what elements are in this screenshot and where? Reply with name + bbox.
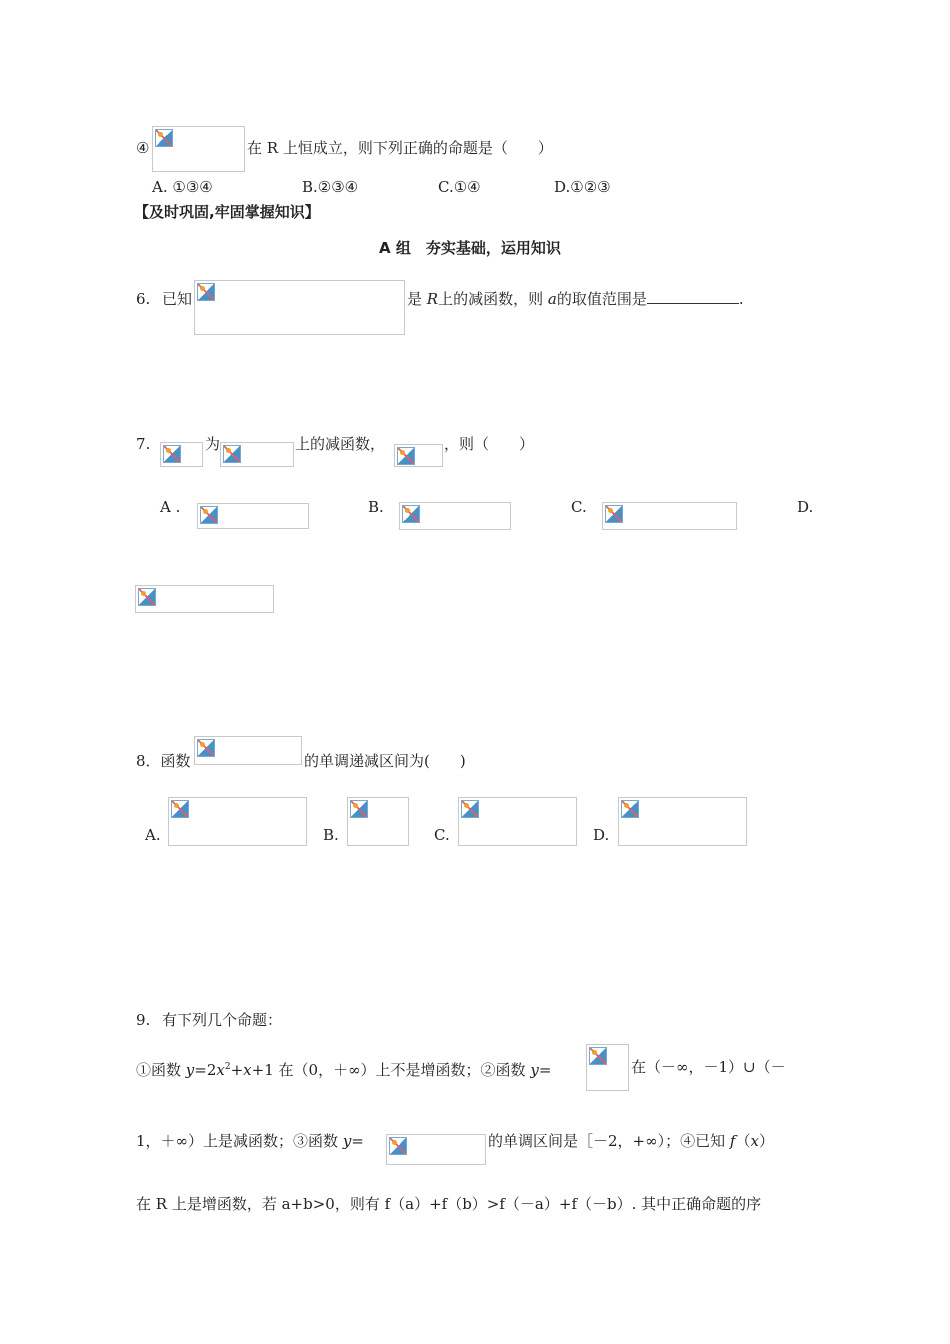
q6-pre: 已知 <box>162 290 193 308</box>
formula-image <box>618 797 747 846</box>
q9-line2-tail: 的单调区间是［－2，+∞）；④已知 f（x） <box>488 1132 774 1150</box>
formula-image <box>347 797 409 846</box>
q8-number: 8．函数 <box>136 752 191 770</box>
q8-option-b: B. <box>323 826 339 844</box>
q7-option-a: A . <box>160 498 181 516</box>
q5-option-a: A. ①③④ <box>152 178 213 196</box>
formula-image <box>135 585 274 613</box>
q6-text: 是 R上的减函数，则 a的取值范围是 . <box>407 290 744 308</box>
q7-mid: 上的减函数， <box>295 435 386 453</box>
q9-intro: 有下列几个命题： <box>162 1011 283 1029</box>
formula-image <box>394 444 443 467</box>
q8-option-a: A. <box>145 826 161 844</box>
formula-image <box>399 502 511 530</box>
q6-number: 6. <box>136 290 151 308</box>
q7-option-c: C. <box>571 498 587 516</box>
q5-prefix: ④ <box>136 139 150 157</box>
section-title: 【及时巩固,牢固掌握知识】 <box>134 203 320 221</box>
formula-image <box>197 503 309 529</box>
q5-option-b: B.②③④ <box>302 178 359 196</box>
group-title: A 组 夯实基础，运用知识 <box>379 239 561 257</box>
q7-tail: ，则（ ） <box>444 435 535 453</box>
q9-line2: 1，＋∞）上是减函数；③函数 y= <box>136 1132 364 1150</box>
formula-image <box>458 797 577 846</box>
formula-image <box>152 126 245 172</box>
answer-blank <box>647 289 739 304</box>
q9-number: 9. <box>136 1011 151 1029</box>
q5-option-d: D.①②③ <box>554 178 611 196</box>
formula-image <box>586 1044 629 1091</box>
q8-option-d: D. <box>593 826 610 844</box>
q7-option-d: D. <box>797 498 814 516</box>
q8-tail: 的单调递减区间为( ) <box>304 752 466 770</box>
q7-option-b: B. <box>368 498 384 516</box>
q7-number: 7. <box>136 435 151 453</box>
q5-option-c: C.①④ <box>438 178 481 196</box>
formula-image <box>220 442 294 467</box>
q8-option-c: C. <box>434 826 450 844</box>
formula-image <box>386 1134 486 1165</box>
q9-line1: ①函数 $y=2x^2+x+1$ 在（0，＋∞）上不是增函数；②函数 y= <box>136 1061 552 1079</box>
q9-line3: 在 R 上是增函数，若 a+b>0，则有 f（a）+f（b）>f（－a）+f（－b）. 其中正确命题的序 <box>136 1195 762 1213</box>
formula-image <box>194 280 405 335</box>
formula-image <box>602 502 737 530</box>
formula-image <box>160 442 203 467</box>
q9-line1-tail: 在（－∞，－1）∪（－ <box>631 1058 786 1076</box>
formula-image <box>168 797 307 846</box>
q7-wei: 为 <box>205 435 221 453</box>
formula-image <box>194 736 302 765</box>
q5-tail: 在 R 上恒成立，则下列正确的命题是（ ） <box>247 139 553 157</box>
